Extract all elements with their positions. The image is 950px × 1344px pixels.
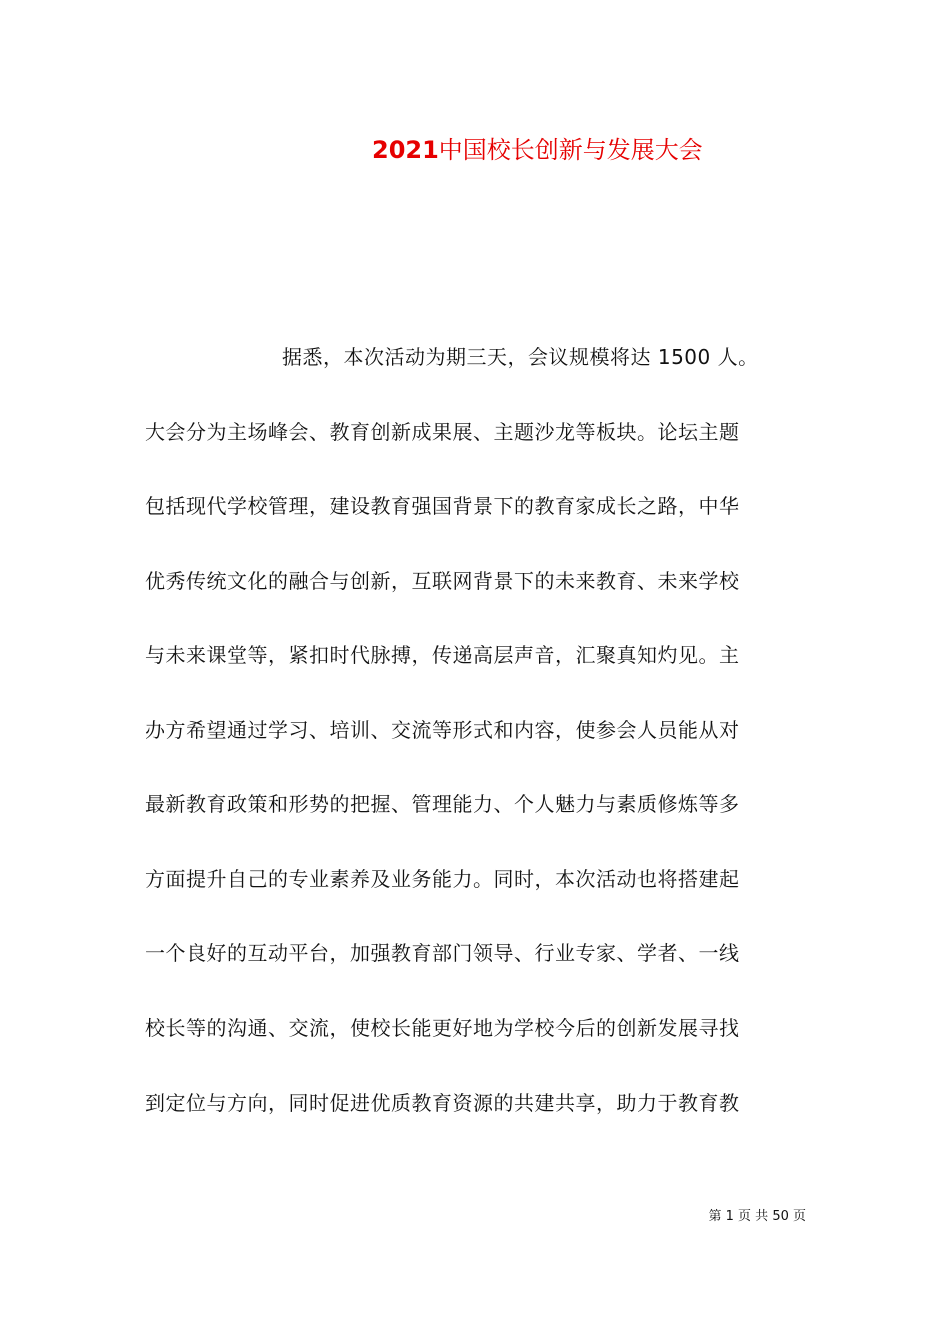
paragraph-line-11: 到定位与方向，同时促进优质教育资源的共建共享，助力于教育教 xyxy=(145,1091,740,1115)
paragraph-line-10: 校长等的沟通、交流，使校长能更好地为学校今后的创新发展寻找 xyxy=(145,1016,740,1040)
paragraph-line-2: 大会分为主场峰会、教育创新成果展、主题沙龙等板块。论坛主题 xyxy=(145,420,740,444)
title-year: 2021 xyxy=(372,136,439,164)
paragraph-line-5: 与未来课堂等，紧扣时代脉搏，传递高层声音，汇聚真知灼见。主 xyxy=(145,643,740,667)
paragraph-line-1: 据悉，本次活动为期三天，会议规模将达 1500 人。 xyxy=(282,345,759,369)
paragraph-line-4: 优秀传统文化的融合与创新，互联网背景下的未来教育、未来学校 xyxy=(145,569,740,593)
document-title xyxy=(372,132,792,168)
page-number-footer: 第 1 页 共 50 页 xyxy=(708,1209,806,1224)
paragraph-line-8: 方面提升自己的专业素养及业务能力。同时，本次活动也将搭建起 xyxy=(145,867,740,891)
paragraph-line-6: 办方希望通过学习、培训、交流等形式和内容，使参会人员能从对 xyxy=(145,718,740,742)
paragraph-line-9: 一个良好的互动平台，加强教育部门领导、行业专家、学者、一线 xyxy=(145,941,740,965)
title-text: 中国校长创新与发展大会 xyxy=(438,136,703,164)
paragraph-line-3: 包括现代学校管理，建设教育强国背景下的教育家成长之路，中华 xyxy=(145,494,740,518)
paragraph-line-7: 最新教育政策和形势的把握、管理能力、个人魅力与素质修炼等多 xyxy=(145,792,740,816)
